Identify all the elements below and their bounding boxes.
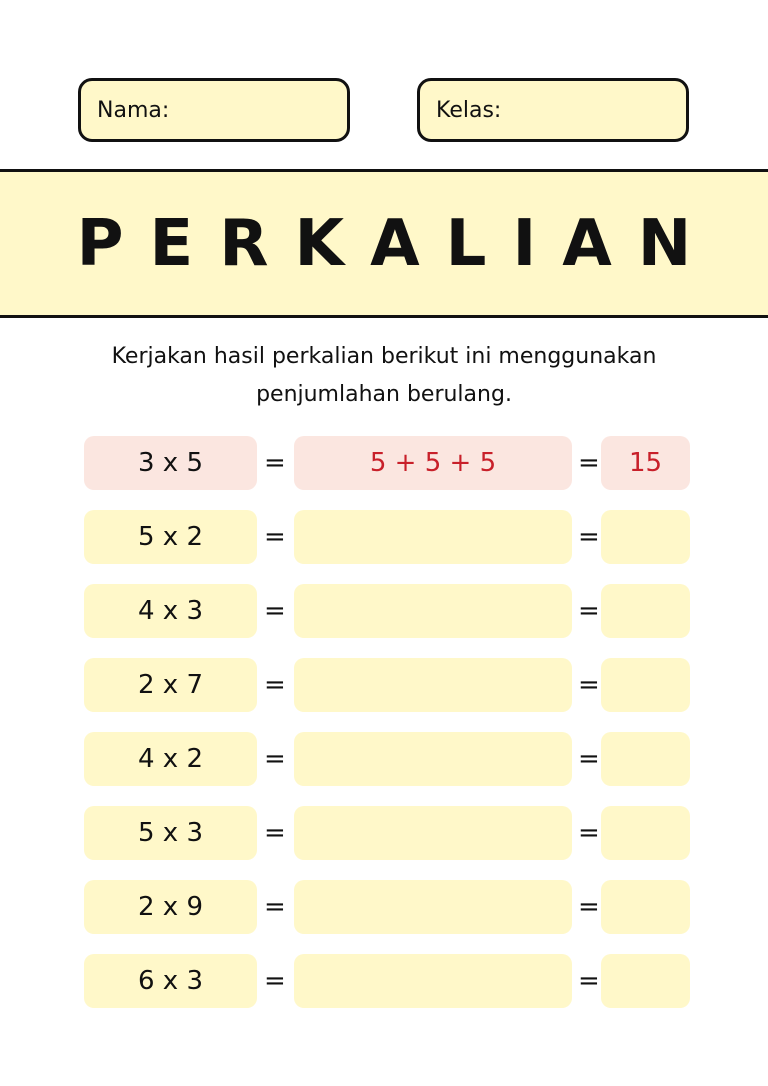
answer-cell[interactable] [601, 806, 690, 860]
exercise-row [84, 806, 690, 860]
repeated-addition-cell[interactable] [294, 510, 572, 564]
equals-sign: = [578, 966, 600, 996]
equals-sign: = [578, 744, 600, 774]
repeated-addition-cell[interactable] [294, 806, 572, 860]
instruction-line-1: Kerjakan hasil perkalian berikut ini menggunakan [111, 344, 657, 369]
question-cell: 2 x 9 [84, 880, 257, 934]
name-label: Nama: [97, 97, 170, 123]
answer-cell[interactable] [601, 880, 690, 934]
equals-sign: = [264, 966, 286, 996]
repeated-addition-cell[interactable] [294, 880, 572, 934]
class-field[interactable] [417, 78, 689, 142]
question-cell: 5 x 2 [84, 510, 257, 564]
exercise-row [84, 510, 690, 564]
page-title: PERKALIAN [76, 206, 718, 281]
name-field[interactable] [78, 78, 350, 142]
answer-cell[interactable] [601, 954, 690, 1008]
exercise-row [84, 658, 690, 712]
equals-sign: = [578, 892, 600, 922]
equals-sign: = [578, 522, 600, 552]
answer-cell[interactable] [601, 584, 690, 638]
answer-cell[interactable] [601, 732, 690, 786]
repeated-addition-cell[interactable]: 5 + 5 + 5 [294, 436, 572, 490]
exercise-row [84, 954, 690, 1008]
question-cell: 2 x 7 [84, 658, 257, 712]
equals-sign: = [264, 892, 286, 922]
repeated-addition-cell[interactable] [294, 954, 572, 1008]
exercise-row [84, 732, 690, 786]
equals-sign: = [578, 818, 600, 848]
equals-sign: = [264, 670, 286, 700]
exercise-row [84, 436, 690, 490]
repeated-addition-cell[interactable] [294, 732, 572, 786]
exercise-row [84, 584, 690, 638]
equals-sign: = [578, 596, 600, 626]
class-label: Kelas: [436, 97, 502, 123]
equals-sign: = [578, 448, 600, 478]
equals-sign: = [578, 670, 600, 700]
answer-cell[interactable]: 15 [601, 436, 690, 490]
question-cell: 5 x 3 [84, 806, 257, 860]
equals-sign: = [264, 744, 286, 774]
title-banner [0, 169, 768, 318]
equals-sign: = [264, 596, 286, 626]
equals-sign: = [264, 522, 286, 552]
question-cell: 4 x 2 [84, 732, 257, 786]
question-cell: 6 x 3 [84, 954, 257, 1008]
instruction-text [0, 338, 768, 414]
exercise-row [84, 880, 690, 934]
answer-cell[interactable] [601, 510, 690, 564]
answer-cell[interactable] [601, 658, 690, 712]
question-cell: 3 x 5 [84, 436, 257, 490]
equals-sign: = [264, 818, 286, 848]
instruction-line-2: penjumlahan berulang. [256, 382, 512, 407]
repeated-addition-cell[interactable] [294, 584, 572, 638]
repeated-addition-cell[interactable] [294, 658, 572, 712]
equals-sign: = [264, 448, 286, 478]
question-cell: 4 x 3 [84, 584, 257, 638]
